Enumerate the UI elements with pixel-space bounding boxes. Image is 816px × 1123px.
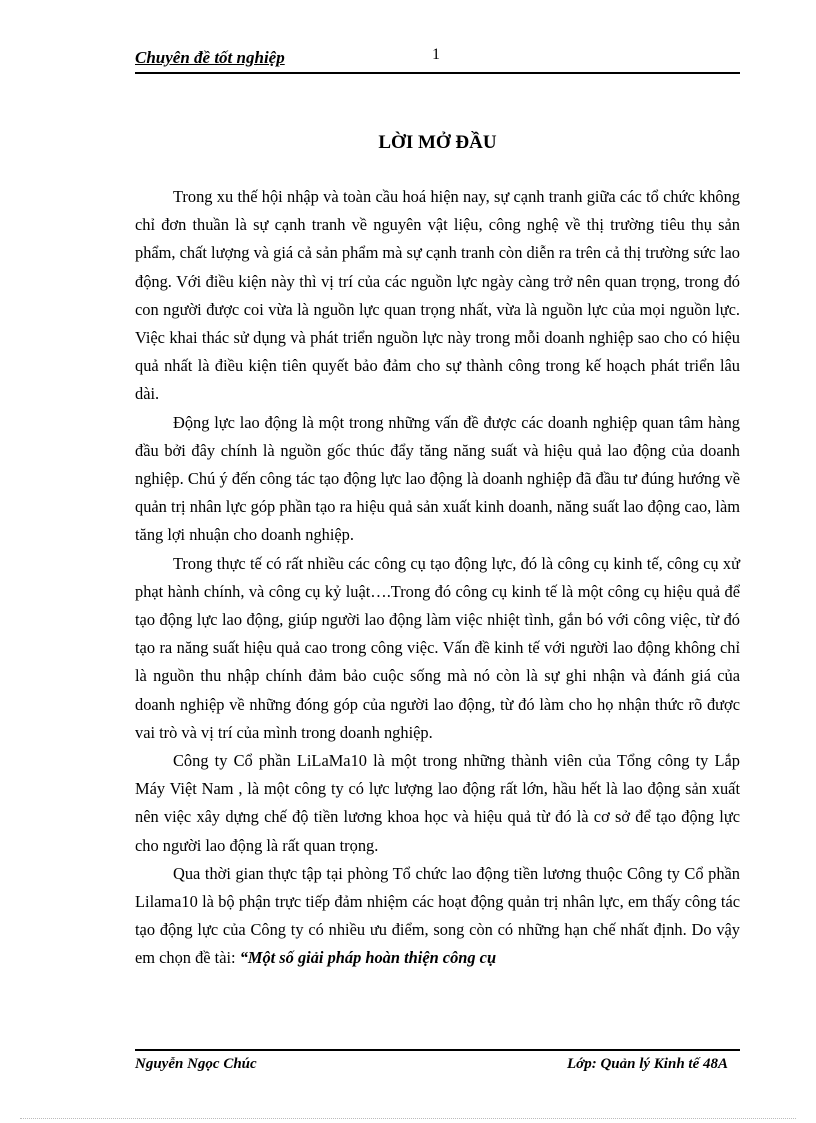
page-header [135, 48, 740, 74]
header-title: Chuyên đề tốt nghiệp [135, 48, 285, 67]
page-edge-divider [20, 1118, 796, 1119]
footer-class: Lớp: Quản lý Kinh tế 48A [567, 1056, 728, 1072]
paragraph: Trong thực tế có rất nhiều các công cụ tạo động lực, đó là công cụ kinh tế, công cụ xử phạt hành chính, và công cụ kỷ luật….Trong đó công cụ kinh tế là một công cụ hiệu quả để tạo động lực lao động, giúp người lao động làm việc nhiệt tình, gắn bó với công việc, từ đó tạo ra năng suất hiệu quả cao trong công việc. Vấn đề kinh tế với người lao động không chỉ là nguồn thu nhập chính đảm bảo cuộc sống mà nó còn là sự ghi nhận và đánh giá của doanh nghiệp về những đóng góp của người lao động, từ đó làm cho họ nhận thức rõ được vai trò và vị trí của mình trong doanh nghiệp. [135, 553, 740, 742]
footer-rule [135, 1049, 740, 1051]
paragraph: Động lực lao động là một trong những vấn đề được các doanh nghiệp quan tâm hàng đầu bởi đây chính là nguồn gốc thúc đẩy tăng năng suất và hiệu quả lao động của doanh nghiệp. Chú ý đến công tác tạo động lực lao động là doanh nghiệp đã đầu tư đúng hướng về quản trị nhân lực góp phần tạo ra hiệu quả sản xuất kinh doanh, năng suất lao động cao, làm tăng lợi nhuận cho doanh nghiệp. [135, 412, 740, 545]
paragraph: Công ty Cổ phần LiLaMa10 là một trong những thành viên của Tổng công ty Lắp Máy Việt Nam , là một công ty có lực lượng lao động rất lớn, hầu hết là lao động sản xuất nên việc xây dựng chế độ tiền lương khoa học và hiệu quả từ đó là cơ sở để tạo động lực cho người lao động là rất quan trọng. [135, 751, 740, 855]
topic-title-emphasis: “Một số giải pháp hoàn thiện công cụ [239, 948, 497, 968]
footer-author: Nguyễn Ngọc Chúc [135, 1056, 257, 1072]
document-heading: LỜI MỞ ĐẦU [378, 132, 497, 153]
document-body [135, 183, 740, 973]
paragraph-text: Qua thời gian thực tập tại phòng Tổ chức lao động tiền lương thuộc Công ty Cổ phần Lilama10 là bộ phận trực tiếp đảm nhiệm các hoạt động quản trị nhân lực, em thấy công tác tạo động lực của Công ty có nhiều ưu điểm, song còn có những hạn chế nhất định. Do vậy em chọn đề tài: [135, 863, 740, 968]
paragraph: Trong xu thế hội nhập và toàn cầu hoá hiện nay, sự cạnh tranh giữa các tổ chức không chỉ đơn thuần là sự cạnh tranh về nguyên vật liệu, công nghệ về thị trường tiêu thụ sản phẩm, chất lượng và giá cả sản phẩm mà sự cạnh tranh còn diễn ra trên cả thị trường sức lao động. Với điều kiện này thì vị trí của các nguồn lực ngày càng trở nên quan trọng, trong đó con người được coi vừa là nguồn lực quan trọng nhất, vừa là nguồn lực của mọi nguồn lực. Việc khai thác sử dụng và phát triển nguồn lực này trong mỗi doanh nghiệp sao cho có hiệu quả nhất là điều kiện tiên quyết bảo đảm cho sự thành công trong kế hoạch phát triển lâu dài. [135, 187, 740, 404]
page-number: 1 [432, 46, 440, 63]
paragraph [135, 860, 740, 973]
